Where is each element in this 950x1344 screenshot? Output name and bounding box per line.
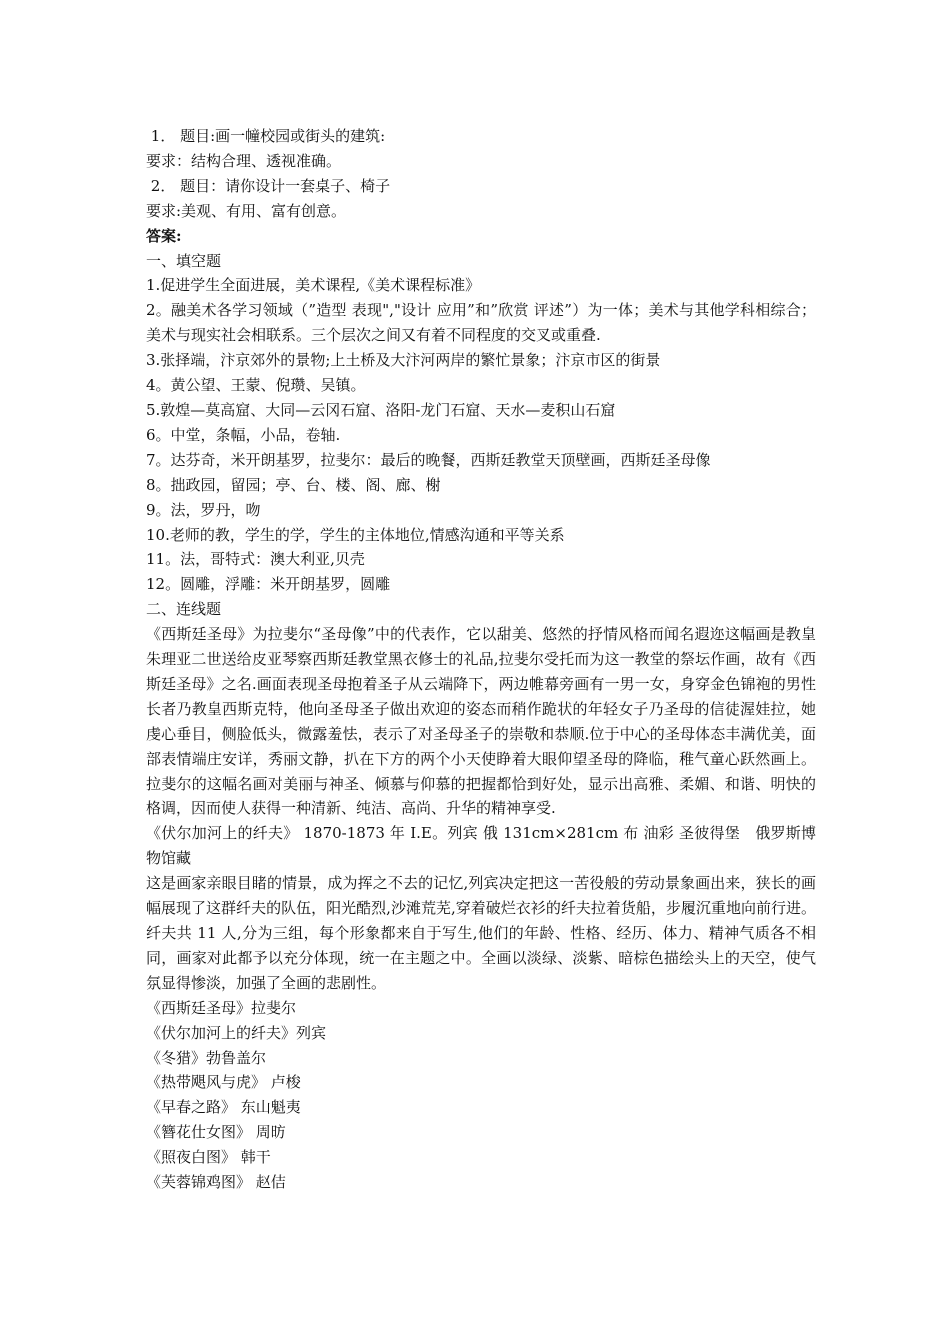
question-1-requirement: 要求：结构合理、透视准确。 (146, 151, 342, 170)
fill-answer-10: 10.老师的教，学生的学，学生的主体地位,情感沟通和平等关系 (146, 525, 565, 544)
match-item: 《芙蓉锦鸡图》 赵佶 (146, 1173, 286, 1192)
fill-answer-2: 2。融美术各学习领域（”造型 表现","设计 应用”和”欣赏 评述”）为一体；美术与其他学科相综合；美术与现实社会相联系。三个层次之间又有着不同程度的交叉或重叠. (146, 301, 816, 345)
document-page (146, 124, 816, 1195)
volga-paragraph: 这是画家亲眼目睹的情景，成为挥之不去的记忆,列宾决定把这一苦役般的劳动景象画出来，狭长的画幅展现了这群纤夫的队伍，阳光酷烈,沙滩荒芜,穿着破烂衣衫的纤夫拉着货船，步履沉重地向前行进。纤夫共 11 人,分为三组，每个形象都来自于写生,他们的年龄、性格、经历、体力、精神气质各不相同，画家对此都予以充分体现，统一在主题之中。全画以淡绿、淡紫、暗棕色描绘头上的天空，使气氛显得惨淡，加强了全画的悲剧性。 (146, 874, 816, 992)
madonna-paragraph: 《西斯廷圣母》为拉斐尔“圣母像”中的代表作，它以甜美、悠然的抒情风格而闻名遐迩这幅画是教皇朱理亚二世送给皮亚琴察西斯廷教堂黑衣修士的礼品,拉斐尔受托而为这一教堂的祭坛作画，故有《西斯廷圣母》之名.画面表现圣母抱着圣子从云端降下，两边帷幕旁画有一男一女，身穿金色锦袍的男性长者乃教皇西斯克特，他向圣母圣子做出欢迎的姿态而稍作跪状的年轻女子乃圣母的信徒渥娃拉，她虔心垂目，侧脸低头，微露羞怯，表示了对圣母圣子的崇敬和恭顺.位于中心的圣母体态丰满优美，面部表情端庄安详，秀丽文静，扒在下方的两个小天使睁着大眼仰望圣母的降临，稚气童心跃然画上。拉斐尔的这幅名画对美丽与神圣、倾慕与仰慕的把握都恰到好处，显示出高雅、柔媚、和谐、明快的格调，因而使人获得一种清新、纯洁、高尚、升华的精神享受. (146, 625, 816, 818)
volga-caption: 《伏尔加河上的纤夫》 1870-1873 年 I.E。列宾 俄 131cm×281cm 布 油彩 圣彼得堡 俄罗斯博物馆藏 (146, 824, 816, 868)
question-1-title: 1． 题目:画一幢校园或街头的建筑: (146, 127, 386, 145)
section-2-title: 二、连线题 (146, 600, 222, 619)
fill-answer-7: 7。达芬奇，米开朗基罗，拉斐尔：最后的晚餐，西斯廷教堂天顶壁画，西斯廷圣母像 (146, 450, 711, 469)
fill-answer-3: 3.张择端，汴京郊外的景物;上土桥及大汴河两岸的繁忙景象；汴京市区的街景 (146, 351, 661, 370)
match-item: 《早春之路》 东山魁夷 (146, 1098, 301, 1117)
fill-answer-9: 9。法，罗丹，吻 (146, 500, 261, 519)
question-2-requirement: 要求:美观、有用、富有创意。 (146, 201, 347, 220)
fill-answer-4: 4。黄公望、王蒙、倪瓒、吴镇。 (146, 376, 366, 395)
match-item: 《热带飓风与虎》 卢梭 (146, 1073, 301, 1092)
match-item: 《簪花仕女图》 周昉 (146, 1123, 286, 1142)
answers-heading: 答案: (146, 226, 182, 245)
question-2-title: 2． 题目：请你设计一套桌子、椅子 (146, 176, 391, 195)
match-item: 《西斯廷圣母》拉斐尔 (146, 998, 297, 1017)
match-item: 《照夜白图》 韩干 (146, 1148, 271, 1167)
section-1-title: 一、填空题 (146, 251, 222, 270)
fill-answer-6: 6。中堂，条幅，小品，卷轴. (146, 425, 341, 444)
match-item: 《伏尔加河上的纤夫》列宾 (146, 1023, 327, 1042)
fill-answer-8: 8。拙政园，留园；亭、台、楼、阁、廊、榭 (146, 475, 441, 494)
fill-answer-1: 1.促进学生全面进展，美术课程,《美术课程标准》 (146, 276, 481, 295)
fill-answer-11: 11。法，哥特式：澳大利亚,贝壳 (146, 550, 365, 569)
fill-answer-5: 5.敦煌—莫高窟、大同—云冈石窟、洛阳-龙门石窟、天水—麦积山石窟 (146, 400, 616, 419)
fill-answer-12: 12。圆雕，浮雕：米开朗基罗，圆雕 (146, 575, 391, 594)
match-item: 《冬猎》勃鲁盖尔 (146, 1048, 267, 1067)
